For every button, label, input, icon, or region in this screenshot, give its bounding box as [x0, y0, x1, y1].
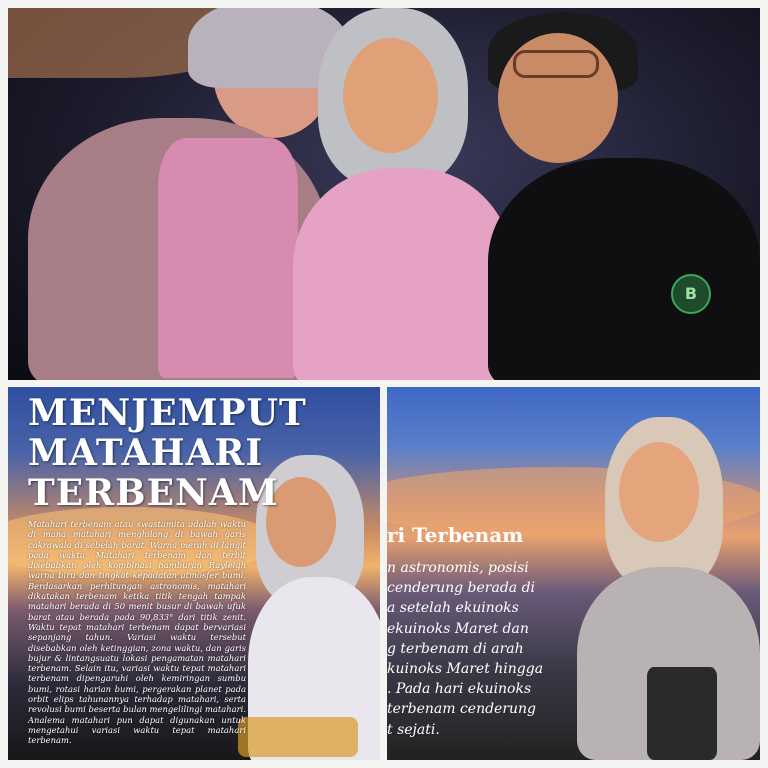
- woman-dark-garment: [647, 667, 717, 760]
- person-center-face: [343, 38, 438, 153]
- person-right-body: [488, 158, 760, 380]
- badge-logo-icon: B: [671, 274, 711, 314]
- city-lights: [238, 717, 358, 757]
- article-title: MENJEMPUT MATAHARI TERBENAM: [28, 392, 307, 514]
- article-body: Matahari terbenam atau swastamita adalah waktu di mana matahari menghilang di bawah garis cakrawala di sebelah barat. Warna merah di langit pada waktu Matahari terbenam dan terbit disebabkan oleh kombinasi hamburan Rayleigh warna biru dan tingkat kepadatan atmosfer bumi. Berdasarkan perhitungan astronomis, matahari dikatakan terbenam ketika titik tengah tampak matahari berada di 50 menit busur di bawah ufuk barat atau berada pada 90,833° dari titik zenit. Waktu tepat matahari terbenam dapat bervariasi sepanjang tahun. Variasi waktu tersebut disebabkan oleh ketinggian, zona waktu, dan garis bujur & lintangsuatu lokasi pengamatan matahari terbenam. Selain itu, variasi waktu tepat matahari terbenam dipengaruhi oleh kemiringan sumbu bumi, rotasi harian bumi, pergerakan planet pada orbit elips tahunannya terhadap matahari, serta revolusi bumi beserta bulan mengelilingi matahari. Analema matahari pun dapat digunakan untuk mengetahui variasi waktu tepat matahari terbenam.: [28, 519, 247, 746]
- woman-face-right: [619, 442, 699, 542]
- top-photo: [8, 8, 760, 380]
- glasses-icon: [513, 50, 599, 78]
- bottom-right-photo: [387, 387, 760, 760]
- bottom-left-photo: [8, 387, 380, 760]
- article-text-cropped: n astronomis, posisi cenderung berada di a setelah ekuinoks ekuinoks Maret dan g terbenam di arah kuinoks Maret hingga . Pada hari ekuinoks terbenam cenderung t sejati.: [387, 560, 544, 738]
- person-center-body: [293, 168, 513, 380]
- article-heading-cropped: ri Terbenam: [387, 523, 524, 547]
- person-left-garment: [158, 138, 298, 378]
